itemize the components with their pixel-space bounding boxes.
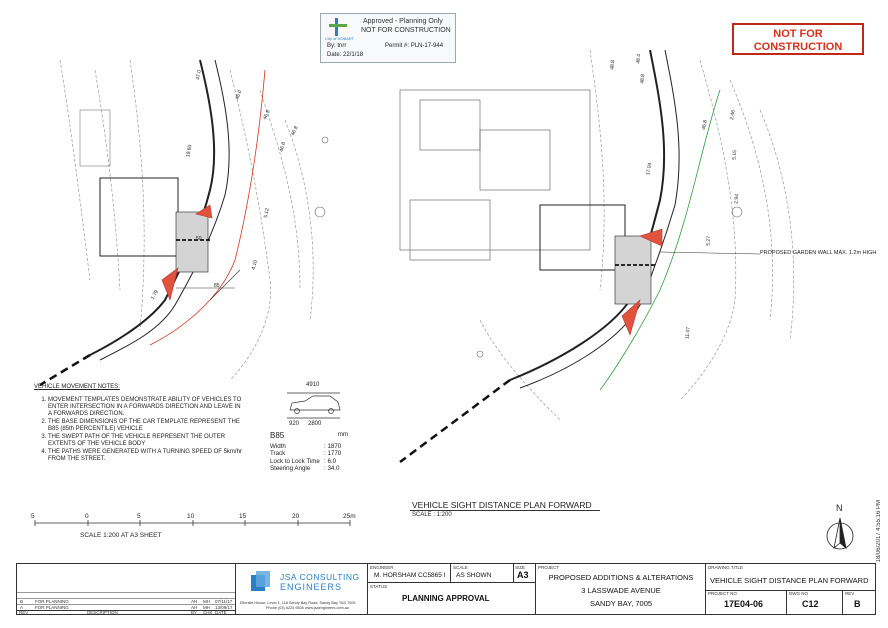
vehicle-spec-table xyxy=(270,432,366,473)
dim-label: 1.79 xyxy=(149,289,160,301)
notes-heading: VEHICLE MOVEMENT NOTES: xyxy=(34,384,120,390)
dim-label: 85 xyxy=(214,283,220,289)
rev-label: REV xyxy=(845,591,855,596)
scale-label: SCALE xyxy=(453,565,468,570)
stamp-date-value: 22/1/18 xyxy=(343,52,364,58)
company-block xyxy=(235,564,367,614)
stamp-by-value: tnrr xyxy=(337,43,347,49)
drawing-title-value: VEHICLE SIGHT DISTANCE PLAN FORWARD xyxy=(710,576,869,585)
size-label: SIZE xyxy=(515,565,526,570)
status-value: PLANNING APPROVAL xyxy=(402,594,490,603)
scale-tick: 10 xyxy=(187,513,195,520)
dim-label: 2.46 xyxy=(729,109,737,121)
dim-label: 5.27 xyxy=(705,235,713,247)
scale-caption: SCALE 1:200 AT A3 SHEET xyxy=(80,532,162,539)
vehicle-movement-notes xyxy=(34,384,244,464)
rev-cell: B xyxy=(20,599,24,604)
warning-line-2: CONSTRUCTION xyxy=(753,41,843,53)
rev-date: 07/11/17 xyxy=(215,599,233,604)
stamp-subtitle: NOT FOR CONSTRUCTION xyxy=(361,27,451,34)
scale-tick: 5 xyxy=(137,513,141,520)
scale-value: AS SHOWN xyxy=(456,572,492,579)
rev-desc: FOR PLANNING xyxy=(35,599,69,604)
rev-date: 13/09/17 xyxy=(215,605,233,610)
project-no-value: 17E04-06 xyxy=(724,599,764,609)
scale-tick: 5 xyxy=(31,513,35,520)
dim-label: 11.07 xyxy=(684,326,692,340)
jsa-logo-icon xyxy=(249,569,273,595)
plan-title-underline xyxy=(410,510,600,511)
approval-stamp xyxy=(320,13,456,63)
spec-label: Steering Angle xyxy=(270,465,311,473)
dim-label: 4.10 xyxy=(250,259,260,271)
note-item: 2. THE BASE DIMENSIONS OF THE CAR TEMPLATE REPRESENT THE B85 (85th PERCENTILE) VEHICLE xyxy=(48,419,244,433)
plot-timestamp: 18/06/2017 4:55:16 PM xyxy=(876,500,882,563)
project-line-2: 3 LASSWADE AVENUE xyxy=(581,586,661,595)
stamp-permit-value: PLN-17-944 xyxy=(410,43,444,49)
stamp-logo-text: City of HOBART xyxy=(325,36,355,41)
company-name-line-2: ENGINEERS xyxy=(280,582,343,592)
dim-label: 46.0 xyxy=(234,89,244,101)
vehicle-front-overhang: 920 xyxy=(289,421,300,427)
desc-header: DESCRIPTION xyxy=(87,610,118,615)
scale-tick: 25m xyxy=(343,513,356,520)
rev-by: AH xyxy=(191,605,198,610)
spec-value: : 1870 xyxy=(324,442,342,450)
warning-line-1: NOT FOR xyxy=(773,28,823,40)
project-line-3: SANDY BAY, 7005 xyxy=(589,599,653,608)
note-item: 1. MOVEMENT TEMPLATES DEMONSTRATE ABILITY OF VEHICLES TO ENTER INTERSECTION IN A FORWARDS DIRECTION AND LEAVE IN A FORWARDS DIRECTION. xyxy=(48,397,244,418)
dim-label: 19.60 xyxy=(185,144,194,158)
stamp-date-label: Date: xyxy=(327,52,342,58)
garden-wall-annotation: PROPOSED GARDEN WALL MAX. 1.2m HIGH xyxy=(760,250,877,256)
dim-label: 46.8 xyxy=(278,141,288,153)
car-template-icon xyxy=(287,393,340,418)
spec-label: Track xyxy=(270,450,286,458)
scale-tick: 0 xyxy=(85,513,89,520)
revision-table xyxy=(17,564,235,614)
engineer-label: ENGINEER xyxy=(370,565,394,570)
company-contact: Phone (03) 6224 9826 www.jsaengineers.com.au xyxy=(266,606,349,610)
status-label: STATUS xyxy=(370,584,388,589)
dim-label: 50 xyxy=(196,236,202,242)
rev-by: AH xyxy=(191,599,198,604)
date-header: DATE xyxy=(215,610,227,615)
rev-cell: A xyxy=(20,605,24,610)
vehicle-length: 4910 xyxy=(306,382,320,388)
rev-chk: MH xyxy=(203,605,210,610)
engineer-value: M. HORSHAM CC5865 I xyxy=(374,572,446,579)
title-block xyxy=(16,563,876,615)
vehicle-name: B85 xyxy=(270,431,285,440)
vehicle-wheelbase: 2800 xyxy=(308,421,322,427)
dim-label: 17.04 xyxy=(645,162,654,176)
dim-label: 5.12 xyxy=(263,207,271,219)
dim-label: 47.0 xyxy=(195,69,203,81)
project-block xyxy=(535,564,705,614)
rev-desc: FOR PLANNING xyxy=(35,605,69,610)
company-address: Ellerslie House, Level 1, 118 Sandy Bay Road, Sandy Bay TAS 7005 xyxy=(240,601,356,605)
dim-label: 46.8 xyxy=(262,109,272,121)
project-label: PROJECT xyxy=(538,565,560,570)
not-for-construction-badge xyxy=(732,23,864,55)
note-item: 4. THE PATHS WERE GENERATED WITH A TURNING SPEED OF 5km/hr FROM THE STREET. xyxy=(48,449,244,463)
spec-value: : 1770 xyxy=(324,450,342,458)
dwg-no-value: C12 xyxy=(802,599,819,609)
rev-value: B xyxy=(854,599,861,609)
dwg-no-label: DWG NO xyxy=(789,591,808,596)
spec-value: : 34.0 xyxy=(324,465,340,473)
drawing-title-label: DRAWING TITLE xyxy=(708,565,744,570)
north-label: N xyxy=(836,503,843,513)
chk-header: CHK xyxy=(203,610,213,615)
note-item: 3. THE SWEPT PATH OF THE VEHICLE REPRESENT THE OUTER EXTENTS OF THE VEHICLE BODY xyxy=(48,434,244,448)
dim-label: 5.15 xyxy=(731,149,739,161)
dim-label: 46.8 xyxy=(290,125,300,137)
city-of-hobart-logo-icon xyxy=(327,18,349,36)
left-plan xyxy=(40,60,328,385)
scale-tick: 20 xyxy=(292,513,300,520)
plan-title: VEHICLE SIGHT DISTANCE PLAN FORWARD xyxy=(412,500,592,510)
spec-label: Lock to Lock Time xyxy=(270,457,320,465)
rev-header: REV xyxy=(19,610,29,615)
dim-label: 48.4 xyxy=(635,53,643,65)
spec-label: Width xyxy=(270,442,286,450)
dim-label: 2.94 xyxy=(733,193,741,205)
plan-scale: SCALE : 1:200 xyxy=(412,512,452,518)
size-value: A3 xyxy=(517,570,529,580)
dim-label: 46.8 xyxy=(701,119,709,131)
engineer-block xyxy=(367,564,535,614)
dim-label: 48.8 xyxy=(639,73,647,85)
rev-chk: MH xyxy=(203,599,210,604)
stamp-permit-label: Permit #: xyxy=(385,43,410,49)
spec-value: : 6.0 xyxy=(324,457,337,465)
project-no-label: PROJECT NO xyxy=(708,591,737,596)
dim-label: 48.8 xyxy=(609,59,617,71)
project-line-1: PROPOSED ADDITIONS & ALTERATIONS xyxy=(548,573,694,582)
north-arrow-icon xyxy=(827,518,853,549)
by-header: BY xyxy=(191,610,198,615)
scale-tick: 15 xyxy=(239,513,247,520)
stamp-by-label: By: xyxy=(327,43,336,49)
vehicle-unit: mm xyxy=(338,432,348,438)
company-name-line-1: JSA CONSULTING xyxy=(280,572,360,582)
drawing-title-block xyxy=(705,564,875,614)
scale-bar xyxy=(35,520,350,526)
stamp-title: Approved - Planning Only xyxy=(363,18,443,25)
